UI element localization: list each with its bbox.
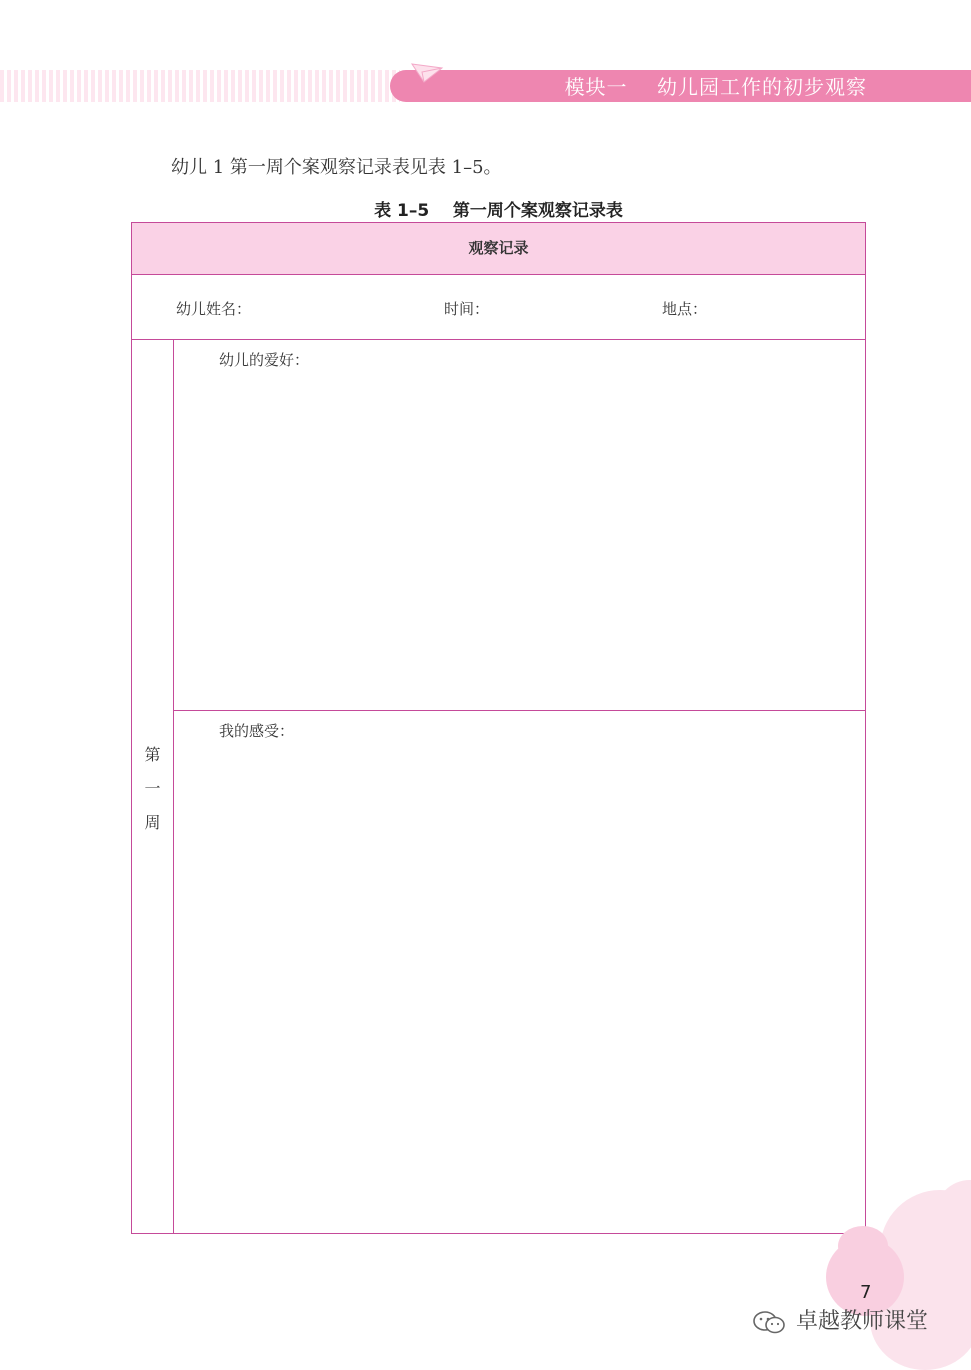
week-label-char: 周 bbox=[144, 813, 161, 832]
field-child-name: 幼儿姓名： bbox=[176, 300, 252, 318]
section-divider bbox=[174, 710, 866, 711]
week-label-char: 一 bbox=[144, 779, 161, 798]
field-place: 地点： bbox=[662, 300, 708, 318]
section-hobby-label: 幼儿的爱好： bbox=[219, 351, 310, 369]
paper-plane-icon bbox=[410, 60, 444, 84]
row-divider bbox=[131, 339, 866, 340]
wechat-icon bbox=[752, 1310, 788, 1336]
section-feeling-label: 我的感受： bbox=[219, 722, 295, 740]
header-decor-stripes bbox=[0, 70, 400, 102]
page-number: 7 bbox=[860, 1282, 872, 1303]
watermark-text: 卓越教师课堂 bbox=[796, 1309, 929, 1334]
flower-decor bbox=[838, 1226, 888, 1266]
week-label bbox=[131, 738, 174, 840]
intro-text: 幼儿 1 第一周个案观察记录表见表 1–5。 bbox=[171, 157, 502, 178]
module-title: 模块一 幼儿园工作的初步观察 bbox=[564, 75, 867, 99]
table-caption: 表 1–5 第一周个案观察记录表 bbox=[374, 201, 623, 221]
week-label-char: 第 bbox=[144, 745, 161, 764]
table-header: 观察记录 bbox=[131, 222, 866, 275]
field-time: 时间： bbox=[444, 300, 490, 318]
